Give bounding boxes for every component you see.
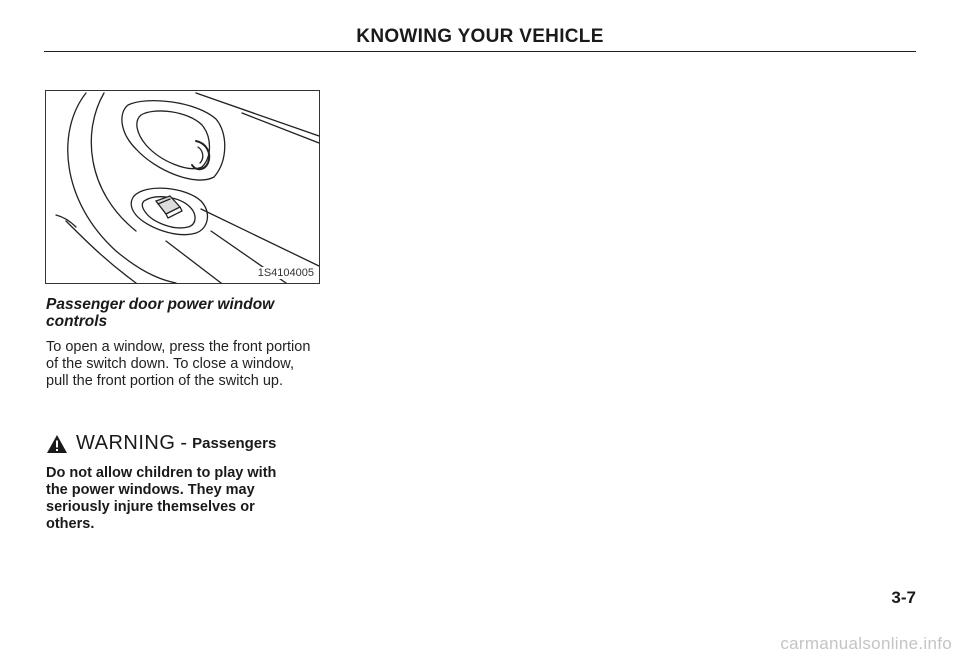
warning-text: Do not allow children to play with the power windows. They may seriously injure themselves or others. <box>46 465 277 532</box>
watermark-text: carmanualsonline.info <box>780 634 952 653</box>
page-number: 3-7 <box>891 588 916 607</box>
warning-heading <box>46 432 336 455</box>
section-body-text: To open a window, press the front portion of the switch down. To close a window, pull the front portion of the switch up. <box>46 339 311 389</box>
page-header-title: KNOWING YOUR VEHICLE <box>356 26 604 47</box>
warning-label: WARNING <box>76 432 176 454</box>
header-rule <box>44 51 916 52</box>
warning-triangle-icon <box>46 434 68 454</box>
door-switch-illustration <box>45 90 320 284</box>
section-caption: Passenger door power window controls <box>46 296 275 330</box>
door-panel-drawing <box>46 91 319 283</box>
figure-code: 1S4104005 <box>257 267 314 279</box>
warning-subject: Passengers <box>192 435 277 452</box>
warning-separator: - <box>180 432 188 454</box>
